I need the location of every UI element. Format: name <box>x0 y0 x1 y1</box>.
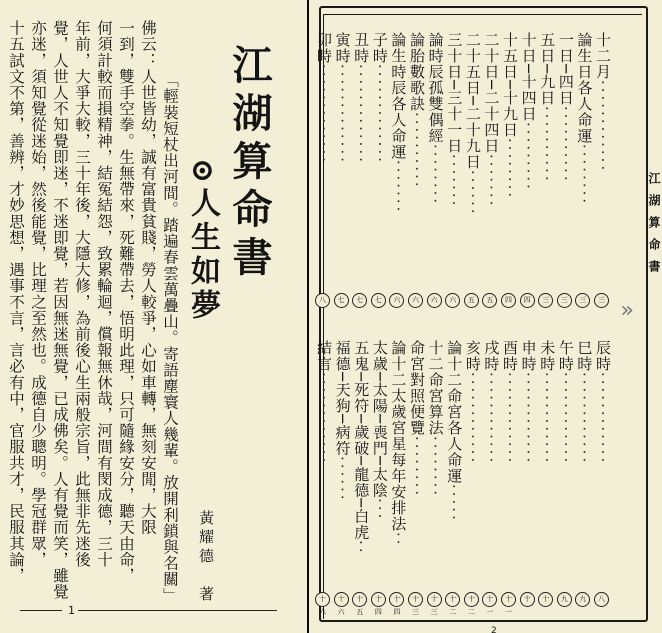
toc-leader-dots: ······ <box>463 170 482 217</box>
toc-leader-dots: ··· <box>370 498 389 522</box>
toc-entry-title: 五鬼─死符─歲破─龍德─白虎 <box>352 340 371 541</box>
toc-entry[interactable] <box>595 340 610 465</box>
toc-entry[interactable] <box>558 32 573 184</box>
toc-page-number: 三 <box>575 293 590 308</box>
toc-entry[interactable] <box>521 32 536 192</box>
toc-entry-title: 酉時 <box>501 340 519 372</box>
toc-entry-title: 論生日各人命運 <box>575 32 594 144</box>
toc-leader-dots: ············ <box>519 372 538 466</box>
toc-page-number: 十一 <box>501 592 516 607</box>
toc-entry[interactable] <box>335 32 350 165</box>
toc-entry-title: 十日─十四日 <box>519 32 538 123</box>
toc-entry-title: 命宮對照便覽 <box>408 340 426 436</box>
toc-leader-dots: ······· <box>445 154 464 209</box>
toc-entry[interactable] <box>335 340 350 503</box>
chapter-title: 人生如夢 <box>185 187 220 324</box>
toc-page-number: 十二 <box>464 592 479 607</box>
toc-page-number: 十六 <box>315 592 330 607</box>
toc-entry[interactable] <box>538 340 557 466</box>
body-column: 佛云：人世皆幼，誠有富貴貧賤，勞人較爭，心如車轉，無刻安閒，大限 <box>139 20 157 536</box>
toc-page-number: 十三 <box>408 592 423 607</box>
toc-entry[interactable] <box>521 340 536 465</box>
poem-line: 「輕裝短杖出河間。踏遍春雲萬疊山。寄語塵寰人幾輩。放開利鎖與名關」 <box>161 72 179 604</box>
body-column: 亦迷，須知覺從迷始，然後能覺，比理之至然也。成德自少聰明。學冠群眾， <box>29 20 47 568</box>
toc-entry[interactable] <box>409 340 424 498</box>
toc-page-number: 十 <box>538 592 553 607</box>
toc-page-number: 九 <box>557 592 572 607</box>
toc-entry-title: 一日─四日 <box>556 32 575 107</box>
toc-page-number: 十三 <box>427 592 442 607</box>
toc-entry-title: 福德─天狗─病符 <box>333 340 352 457</box>
next-page-arrow-icon[interactable]: » <box>620 298 634 323</box>
toc-page-number: 八 <box>315 293 330 308</box>
toc-entry[interactable] <box>409 32 424 190</box>
toc-entry-title: 寅時 <box>333 32 352 64</box>
toc-entry[interactable] <box>502 32 517 200</box>
toc-page-number: 八 <box>594 592 609 607</box>
toc-leader-dots: ············ <box>501 372 519 466</box>
toc-entry[interactable] <box>389 340 408 548</box>
toc-leader-dots: ······· <box>389 160 408 215</box>
author-credit: 黃耀德 著 <box>197 510 215 605</box>
toc-page-number: 七 <box>371 293 386 308</box>
toc-leader-dots: ····· <box>445 484 464 523</box>
toc-leader-dots: ············· <box>333 64 352 165</box>
toc-entry[interactable] <box>595 32 610 173</box>
body-column: 十五試文不第，善辨，才妙思想，遇事不言，言必有中，官服共才，民服其論， <box>7 20 25 584</box>
toc-entry-title: 論生時辰各人命運 <box>389 32 408 160</box>
toc-entry[interactable] <box>316 340 331 465</box>
toc-entry[interactable] <box>372 32 387 165</box>
toc-leader-dots: ········ <box>501 138 519 201</box>
toc-page-number: 六 <box>445 293 460 308</box>
toc-entry-title: 十二命宮算法 <box>426 340 445 436</box>
toc-entry-title: 卯時 <box>315 32 333 64</box>
page-number: 2 <box>491 626 497 633</box>
left-page <box>0 0 307 633</box>
toc-page-number: 六 <box>389 293 404 308</box>
toc-entry-title: 結言 <box>315 340 333 372</box>
toc-leader-dots: ······ <box>333 456 352 503</box>
toc-page-number: 十二 <box>445 592 460 607</box>
toc-page-number: 四 <box>501 293 516 308</box>
toc-entry-title: 論時辰孤雙偶經 <box>426 32 445 144</box>
toc-page-number: 十 <box>520 592 535 607</box>
toc-leader-dots: ············ <box>594 372 612 466</box>
toc-page-number: 四 <box>520 293 535 308</box>
toc-page-number: 七 <box>352 293 367 308</box>
toc-page-number: 五 <box>464 293 479 308</box>
toc-leader-dots: ·········· <box>556 106 575 184</box>
toc-leader-dots: ············· <box>352 64 371 165</box>
toc-page-number: 七 <box>334 293 349 308</box>
toc-page-number: 九 <box>575 592 590 607</box>
toc-entry-title: 十二月 <box>594 32 612 80</box>
toc-entry-title: 五日─九日 <box>538 32 557 107</box>
toc-entry[interactable] <box>575 32 594 207</box>
toc-page-number: 十五 <box>352 592 367 607</box>
toc-entry-title: 二十日─二十四日 <box>482 32 501 155</box>
toc-entry-title: 辰時 <box>594 340 612 372</box>
body-column: 覺，人世人不知覺即迷，不迷即覺，若因無迷無覺，已成佛矣。人有覺而笑，雖覺 <box>51 20 69 600</box>
chapter-heading <box>185 158 220 324</box>
toc-page-number: 十六 <box>334 592 349 607</box>
toc-leader-dots: ········ <box>575 144 594 207</box>
toc-leader-dots: ············ <box>482 372 501 466</box>
toc-entry-title: 二十五日─二十九日 <box>463 32 482 171</box>
toc-page-number: 三 <box>594 293 609 308</box>
toc-leader-dots: ·· <box>352 540 371 556</box>
toc-entry-title: 巳時 <box>575 340 594 372</box>
toc-entry[interactable] <box>316 32 331 165</box>
toc-page-number: 五 <box>482 293 497 308</box>
toc-leader-dots: ·········· <box>538 106 557 184</box>
toc-page-number: 十四 <box>389 592 404 607</box>
toc-leader-dots: ······· <box>482 154 501 209</box>
toc-page-number: 三 <box>557 293 572 308</box>
toc-leader-dots: ············ <box>315 372 333 466</box>
toc-leader-dots: ············ <box>538 372 557 466</box>
toc-entry[interactable] <box>575 340 594 466</box>
toc-page-number: 六 <box>408 293 423 308</box>
toc-leader-dots: ············ <box>556 372 575 466</box>
toc-entry[interactable] <box>465 340 480 465</box>
toc-page-number: 十四 <box>371 592 386 607</box>
toc-entry-title: 太歲─太陽─喪門─太陰 <box>370 340 389 499</box>
toc-entry[interactable] <box>352 340 371 556</box>
toc-leader-dots: ········ <box>408 436 426 499</box>
toc-entry-title: 午時 <box>556 340 575 372</box>
toc-leader-dots: ············ <box>594 80 612 174</box>
chapter-bullet-icon: ⊙ <box>185 158 220 188</box>
toc-leader-dots: ············ <box>463 372 482 466</box>
toc-entry[interactable] <box>445 340 464 523</box>
toc-leader-dots: ············· <box>315 64 333 165</box>
toc-entry-title: 亥時 <box>463 340 482 372</box>
toc-entry[interactable] <box>428 32 443 206</box>
toc-page-number: 六 <box>427 293 442 308</box>
toc-leader-dots: ········ <box>426 144 445 207</box>
toc-entry-title: 戌時 <box>482 340 501 372</box>
toc-leader-dots: ·········· <box>408 112 426 190</box>
toc-entry[interactable] <box>445 32 464 209</box>
toc-entry[interactable] <box>389 32 408 215</box>
toc-entry[interactable] <box>352 32 371 165</box>
right-page <box>309 0 662 633</box>
toc-leader-dots: ············· <box>370 64 389 165</box>
toc-page-number: 三 <box>538 293 553 308</box>
toc-entry-title: 三十日─三十一日 <box>445 32 464 155</box>
page-number: 1 <box>68 604 75 617</box>
book-title: 江湖算命書 <box>226 44 273 284</box>
toc-entry-title: 論十二太歲宮星每年安排法 <box>389 340 408 532</box>
body-column: 年前，大爭大較，三十年後，大隱大修，為前後心生兩般宗旨，此無非先迷後 <box>73 20 91 568</box>
footer-rule <box>20 610 277 611</box>
running-header: 江湖算命書 <box>647 172 661 282</box>
body-column: 何須計較而損精神，結冤結怨，致累輪迴，償報無休哉，河間有閔成德，三十 <box>95 20 113 568</box>
toc-entry-title: 十五日─十九日 <box>501 32 519 139</box>
toc-entry[interactable] <box>502 340 517 465</box>
toc-entry-title: 未時 <box>538 340 557 372</box>
toc-entry-title: 丑時 <box>352 32 371 64</box>
toc-entry[interactable] <box>482 340 501 466</box>
toc-entry-title: 申時 <box>519 340 538 372</box>
toc-entry[interactable] <box>538 32 557 184</box>
body-column: 一到，雙手空拳。生無帶來，死難帶去，悟明此理，只可隨緣安分，聽天由命， <box>117 20 135 584</box>
toc-leader-dots: ············ <box>575 372 594 466</box>
toc-page-number: 十一 <box>482 592 497 607</box>
toc-leader-dots: ········ <box>426 436 445 499</box>
toc-entry[interactable] <box>482 32 501 209</box>
toc-entry[interactable] <box>465 32 480 217</box>
toc-leader-dots: ·· <box>389 532 408 548</box>
toc-entry-title: 子時 <box>370 32 389 64</box>
toc-entry[interactable] <box>428 340 443 498</box>
toc-entry-title: 論胎數歌訣 <box>408 32 426 112</box>
toc-entry-title: 論十二命宮各人命運 <box>445 340 464 484</box>
toc-leader-dots: ········· <box>519 122 538 192</box>
toc-entry[interactable] <box>558 340 573 465</box>
toc-entry[interactable] <box>372 340 387 521</box>
